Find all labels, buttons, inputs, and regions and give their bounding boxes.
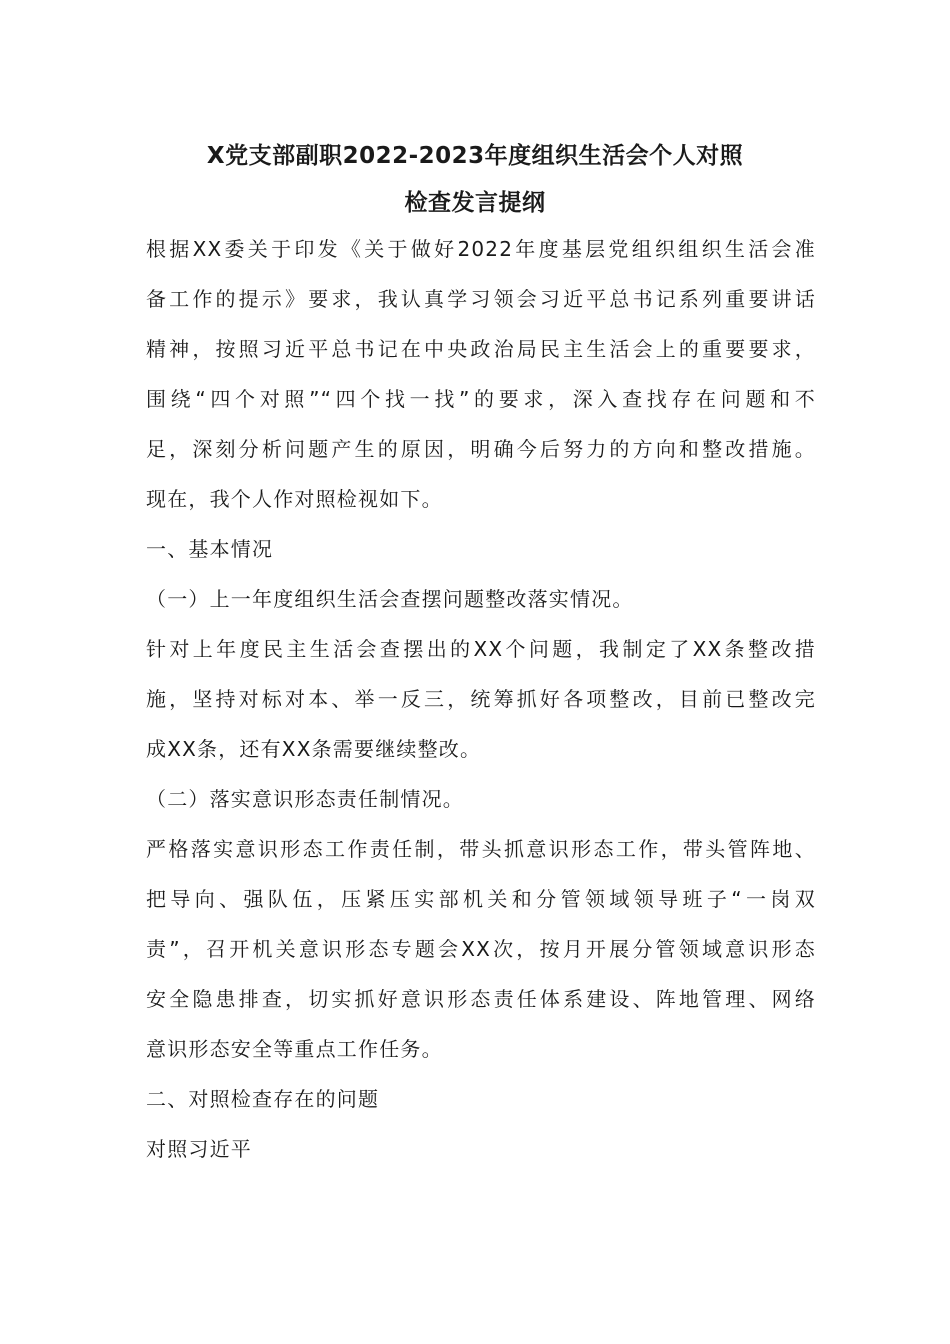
body-line-10: 施，坚持对标对本、举一反三，统筹抓好各项整改，目前已整改完	[146, 687, 816, 711]
body-line-5: 足，深刻分析问题产生的原因，明确今后努力的方向和整改措施。	[146, 437, 816, 461]
document-body	[146, 232, 816, 1182]
section-heading-issues: 二、对照检查存在的问题	[146, 1087, 380, 1111]
body-line-19: 对照习近平	[146, 1137, 252, 1161]
body-line-3: 精神，按照习近平总书记在中央政治局民主生活会上的重要要求，	[146, 337, 816, 361]
section-heading-basic: 一、基本情况	[146, 537, 274, 561]
subsection-heading-2: （二）落实意识形态责任制情况。	[146, 787, 464, 811]
body-line-2: 备工作的提示》要求，我认真学习领会习近平总书记系列重要讲话	[146, 287, 816, 311]
document-title-line-1: X党支部副职2022-2023年度组织生活会个人对照	[206, 143, 744, 169]
body-line-15: 责”，召开机关意识形态专题会XX次，按月开展分管领域意识形态	[146, 937, 816, 961]
body-line-14: 把导向、强队伍，压紧压实部机关和分管领域领导班子“一岗双	[146, 887, 816, 911]
body-line-1: 根据XX委关于印发《关于做好2022年度基层党组织组织生活会准	[146, 237, 816, 261]
body-line-9: 针对上年度民主生活会查摆出的XX个问题，我制定了XX条整改措	[146, 637, 816, 661]
body-line-17: 意识形态安全等重点工作任务。	[146, 1037, 443, 1061]
subsection-heading-1: （一）上一年度组织生活会查摆问题整改落实情况。	[146, 587, 634, 611]
document-title-line-2: 检查发言提纲	[404, 190, 546, 216]
body-line-4: 围绕“四个对照”“四个找一找”的要求，深入查找存在问题和不	[146, 387, 816, 411]
body-line-11: 成XX条，还有XX条需要继续整改。	[146, 737, 482, 761]
body-line-6: 现在，我个人作对照检视如下。	[146, 487, 443, 511]
body-line-16: 安全隐患排查，切实抓好意识形态责任体系建设、阵地管理、网络	[146, 987, 816, 1011]
body-line-13: 严格落实意识形态工作责任制，带头抓意识形态工作，带头管阵地、	[146, 837, 816, 861]
